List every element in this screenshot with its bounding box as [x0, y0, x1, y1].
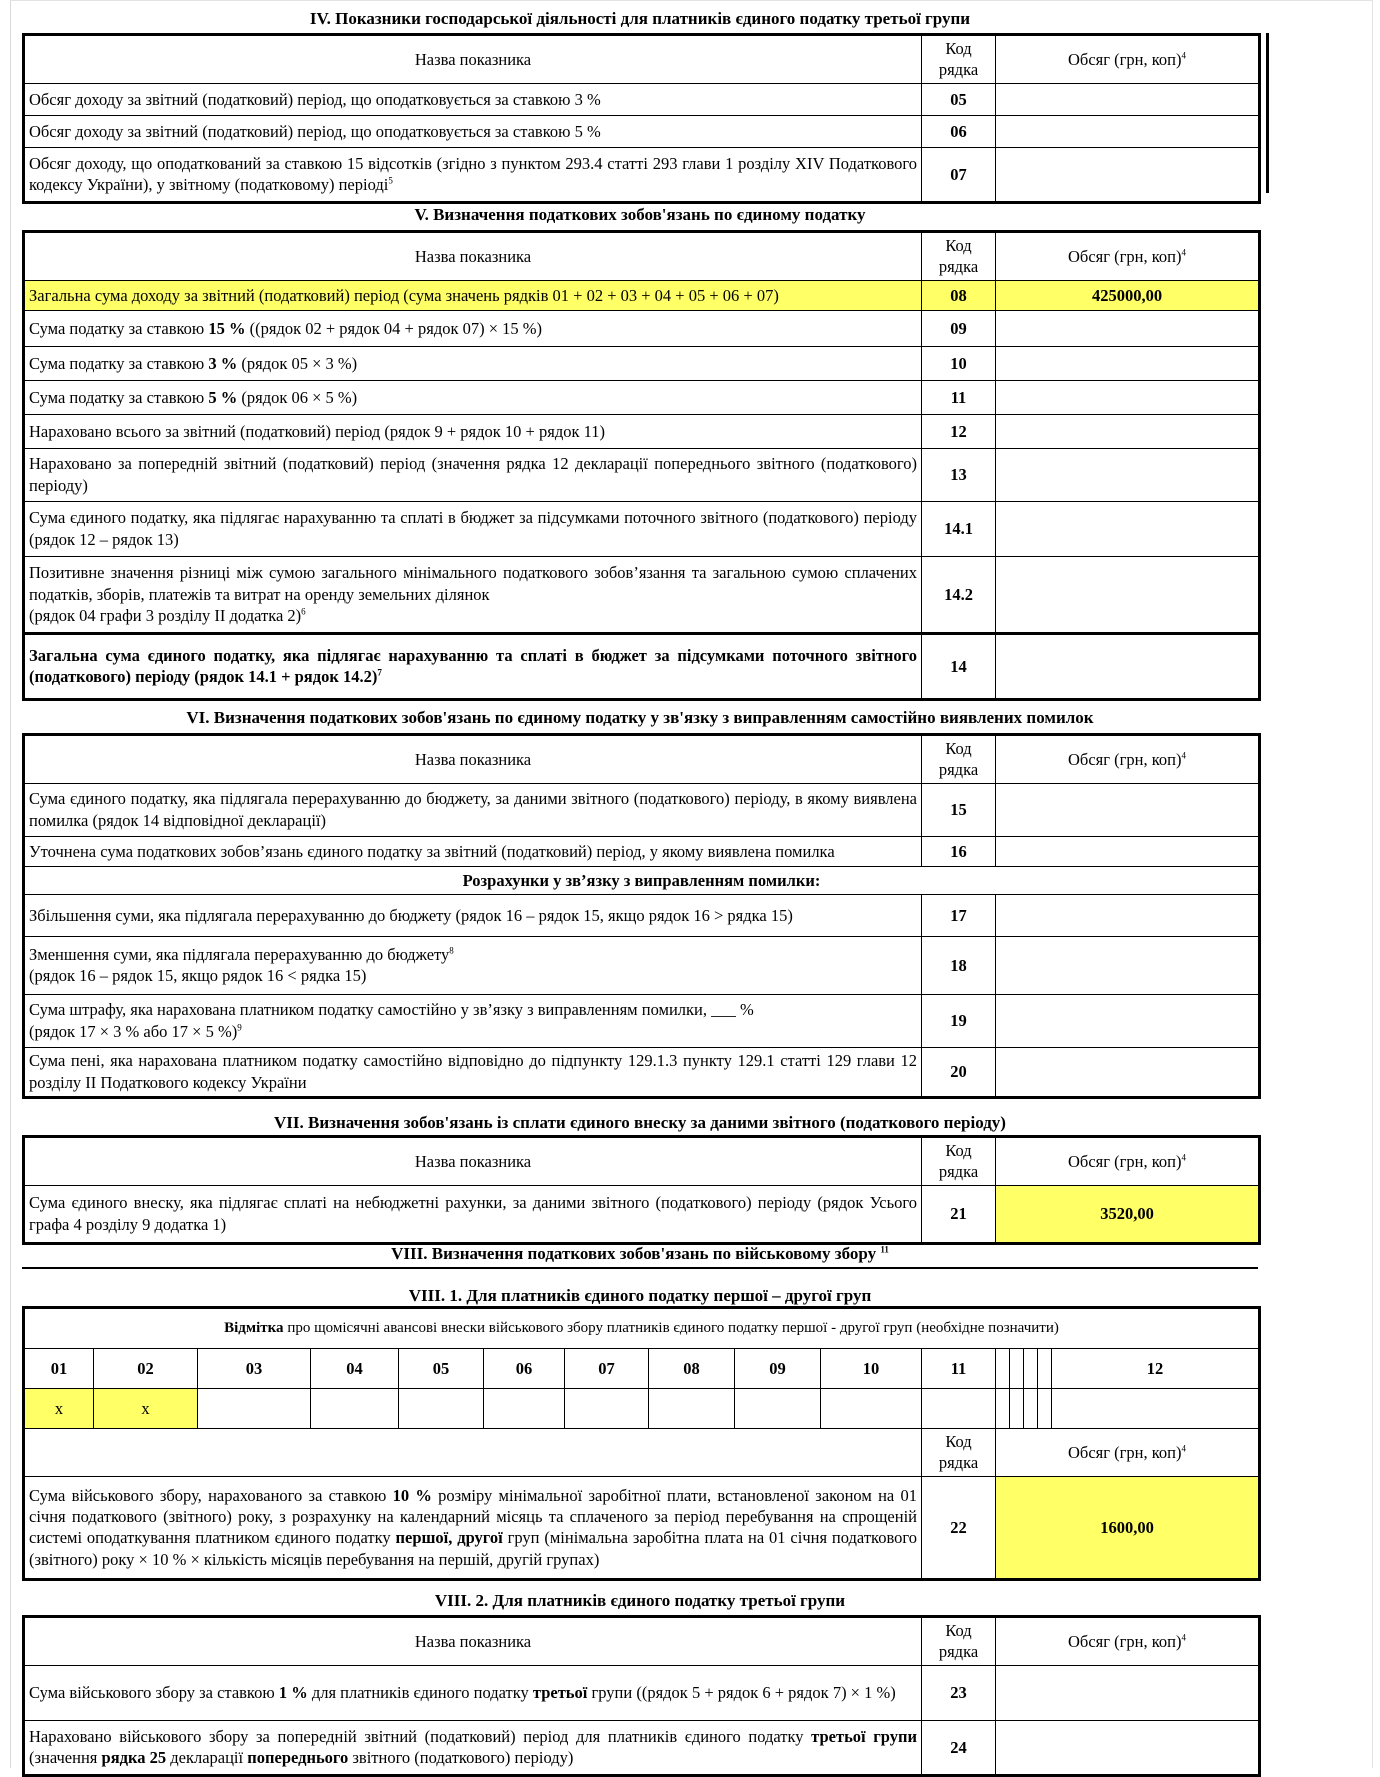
row-16-amount[interactable]	[996, 836, 1260, 866]
row-13-code: 13	[922, 448, 996, 501]
row-14-name: Загальна сума єдиного податку, яка підлягає нарахуванню та сплаті в бюджет за підсумками поточного звітного (податкового) періоду (рядок 14.1 + рядок 14.2)$^7$	[24, 633, 922, 699]
row-06-amount[interactable]	[996, 115, 1260, 147]
row-10-code: 10	[922, 346, 996, 380]
row-22-name: Сума військового збору, нарахованого за ставкою 10 % розміру мінімальної заробітної плати, встановленої законом на 01 січня податкового (звітного) року, з розрахунку на календарний місяць та сплаченого за період перебування на спрощеній системі оподаткування платником єдиного податку першої, другої груп (мінімальна заробітна плата на 01 січня податкового (звітного) року × 10 % × кількість місяців перебування на першій, другій групах)	[24, 1476, 922, 1579]
section-viii-rule	[22, 1267, 1258, 1269]
row-07-code: 07	[922, 147, 996, 202]
row-09-amount[interactable]	[996, 310, 1260, 346]
header-amount: Обсяг (грн, коп)$^4$	[996, 232, 1260, 281]
spacer-cell	[1024, 1349, 1038, 1389]
row-19-name: Сума штрафу, яка нарахована платником податку самостійно у зв’язку з виправленням помилки, ___ % (рядок 17 × 3 % або 17 × 5 %)$^9$	[24, 994, 922, 1047]
row-07-name: Обсяг доходу, що оподаткований за ставкою 15 відсотків (згідно з пунктом 293.4 статті 293 глави 1 розділу XIV Податкового кодексу України), у звітному (податковому) періоді$^5$	[24, 147, 922, 202]
header-code: Код рядка	[922, 1429, 996, 1477]
row-15-name: Сума єдиного податку, яка підлягала перерахуванню до бюджету, за даними звітного (податкового) періоду, в якому виявлена помилка (рядок 14 відповідної декларації)	[24, 783, 922, 836]
section-vii-table	[22, 1135, 1261, 1245]
header-code: Код рядка	[922, 735, 996, 784]
row-24-name: Нараховано військового збору за попередній звітний (податковий) період для платників єдиного податку третьої групи (значення рядка 25 декларації попереднього звітного (податкового) періоду)	[24, 1720, 922, 1775]
row-21-code: 21	[922, 1185, 996, 1243]
month-11: 11	[922, 1349, 996, 1389]
month-12: 12	[1052, 1349, 1260, 1389]
row-08-name: Загальна сума доходу за звітний (податковий) період (сума значень рядків 01 + 02 + 03 + 04 + 05 + 06 + 07)	[24, 280, 922, 310]
row-23-name: Сума військового збору за ставкою 1 % для платників єдиного податку третьої групи ((рядок 5 + рядок 6 + рядок 7) × 1 %)	[24, 1665, 922, 1720]
row-11-name: Сума податку за ставкою 5 % (рядок 06 × 5 %)	[24, 380, 922, 414]
row-22-amount[interactable]: 1600,00	[996, 1476, 1260, 1579]
row-17-amount[interactable]	[996, 894, 1260, 936]
mark-12[interactable]	[1052, 1389, 1260, 1429]
blank-header-cell	[24, 1429, 922, 1477]
header-name: Назва показника	[24, 232, 922, 281]
row-20-amount[interactable]	[996, 1047, 1260, 1097]
row-19-amount[interactable]	[996, 994, 1260, 1047]
spacer-cell	[1010, 1389, 1024, 1429]
row-14-code: 14	[922, 633, 996, 699]
month-06: 06	[484, 1349, 565, 1389]
spacer-cell	[1038, 1349, 1052, 1389]
row-17-name: Збільшення суми, яка підлягала перерахуванню до бюджету (рядок 16 – рядок 15, якщо рядок 16 > рядка 15)	[24, 894, 922, 936]
row-24-amount[interactable]	[996, 1720, 1260, 1775]
month-10: 10	[821, 1349, 922, 1389]
header-name: Назва показника	[24, 1617, 922, 1666]
month-09: 09	[735, 1349, 821, 1389]
row-08-amount[interactable]: 425000,00	[996, 280, 1260, 310]
header-amount: Обсяг (грн, коп)$^4$	[996, 35, 1260, 84]
military-levy-marks-table	[22, 1306, 1261, 1581]
row-16-name: Уточнена сума податкових зобов’язань єдиного податку за звітний (податковий) період, у якому виявлена помилка	[24, 836, 922, 866]
header-amount: Обсяг (грн, коп)$^4$	[996, 735, 1260, 784]
row-06-code: 06	[922, 115, 996, 147]
row-23-amount[interactable]	[996, 1665, 1260, 1720]
row-05-amount[interactable]	[996, 83, 1260, 115]
section-iv-table	[22, 33, 1261, 204]
row-13-amount[interactable]	[996, 448, 1260, 501]
spacer-cell	[1024, 1389, 1038, 1429]
mark-09[interactable]	[735, 1389, 821, 1429]
row-16-code: 16	[922, 836, 996, 866]
spacer-cell	[1038, 1389, 1052, 1429]
month-08: 08	[649, 1349, 735, 1389]
months-row	[24, 1349, 1260, 1389]
month-04: 04	[311, 1349, 399, 1389]
month-07: 07	[565, 1349, 649, 1389]
row-14-2-amount[interactable]	[996, 556, 1260, 633]
marks-caption: Відмітка про щомісячні авансові внески військового збору платників єдиного податку першої - другої груп (необхідне позначити)	[24, 1308, 1260, 1349]
page-edge-right	[1372, 0, 1373, 1768]
header-code: Код рядка	[922, 1137, 996, 1186]
mark-07[interactable]	[565, 1389, 649, 1429]
correction-subheader: Розрахунки у зв’язку з виправленням помилки:	[24, 866, 1260, 894]
row-09-name: Сума податку за ставкою 15 % ((рядок 02 + рядок 04 + рядок 07) × 15 %)	[24, 310, 922, 346]
row-09-code: 09	[922, 310, 996, 346]
spacer-cell	[1010, 1349, 1024, 1389]
row-12-amount[interactable]	[996, 414, 1260, 448]
section-viii-2-title: VIII. 2. Для платників єдиного податку третьої групи	[434, 1591, 846, 1610]
row-18-name: Зменшення суми, яка підлягала перерахуванню до бюджету$^8$ (рядок 16 – рядок 15, якщо рядок 16 < рядка 15)	[24, 936, 922, 994]
mark-05[interactable]	[399, 1389, 484, 1429]
row-14-2-name: Позитивне значення різниці між сумою загального мінімального податкового зобов’язання та загальною сумою сплачених податків, зборів, платежів та витрат на оренду земельних ділянок (рядок 04 графи 3 розділу II додатка 2)$^6$	[24, 556, 922, 633]
header-amount: Обсяг (грн, коп)$^4$	[996, 1137, 1260, 1186]
mark-04[interactable]	[311, 1389, 399, 1429]
mark-11[interactable]	[922, 1389, 996, 1429]
row-24-code: 24	[922, 1720, 996, 1775]
row-22-code: 22	[922, 1476, 996, 1579]
row-14-2-code: 14.2	[922, 556, 996, 633]
section-viii-title: VIII. Визначення податкових зобов'язань по військовому збору $^{11}$	[391, 1244, 889, 1263]
row-13-name: Нараховано за попередній звітний (податковий) період (значення рядка 12 декларації попереднього звітного (податкового) періоду)	[24, 448, 922, 501]
month-02: 02	[94, 1349, 198, 1389]
row-10-name: Сума податку за ставкою 3 % (рядок 05 × 3 %)	[24, 346, 922, 380]
section-vii-title: VII. Визначення зобов'язань із сплати єдиного внеску за даними звітного (податкового періоду)	[274, 1113, 1006, 1132]
row-19-code: 19	[922, 994, 996, 1047]
row-08-code: 08	[922, 280, 996, 310]
row-21-amount[interactable]: 3520,00	[996, 1185, 1260, 1243]
row-14-1-code: 14.1	[922, 501, 996, 556]
row-05-name: Обсяг доходу за звітний (податковий) період, що оподатковується за ставкою 3 %	[24, 83, 922, 115]
section-v-title: V. Визначення податкових зобов'язань по єдиному податку	[414, 205, 866, 224]
section-iv-title: IV. Показники господарської діяльності для платників єдиного податку третьої групи	[309, 9, 971, 28]
month-03: 03	[198, 1349, 311, 1389]
header-amount: Обсяг (грн, коп)$^4$	[996, 1429, 1260, 1477]
page-edge-top	[10, 0, 1372, 1]
row-18-amount[interactable]	[996, 936, 1260, 994]
section-iv-outer-border	[1266, 33, 1269, 193]
header-name: Назва показника	[24, 1137, 922, 1186]
header-code: Код рядка	[922, 232, 996, 281]
header-code: Код рядка	[922, 1617, 996, 1666]
row-11-amount[interactable]	[996, 380, 1260, 414]
header-amount: Обсяг (грн, коп)$^4$	[996, 1617, 1260, 1666]
section-vi-table	[22, 733, 1261, 1099]
mark-08[interactable]	[649, 1389, 735, 1429]
spacer-cell	[996, 1389, 1010, 1429]
section-viii-1-title: VIII. 1. Для платників єдиного податку першої – другої груп	[408, 1286, 872, 1305]
row-18-code: 18	[922, 936, 996, 994]
row-12-name: Нараховано всього за звітний (податковий) період (рядок 9 + рядок 10 + рядок 11)	[24, 414, 922, 448]
row-15-code: 15	[922, 783, 996, 836]
row-20-code: 20	[922, 1047, 996, 1097]
mark-02[interactable]: x	[94, 1389, 198, 1429]
section-v-table	[22, 230, 1261, 701]
row-10-amount[interactable]	[996, 346, 1260, 380]
section-vi-title: VI. Визначення податкових зобов'язань по єдиному податку у зв'язку з виправленням самостійно виявлених помилок	[186, 708, 1094, 727]
month-01: 01	[24, 1349, 94, 1389]
header-name: Назва показника	[24, 735, 922, 784]
row-11-code: 11	[922, 380, 996, 414]
marks-row	[24, 1389, 1260, 1429]
header-code: Код рядка	[922, 35, 996, 84]
row-14-1-name: Сума єдиного податку, яка підлягає нарахуванню та сплаті в бюджет за підсумками поточного звітного (податкового) періоду (рядок 12 – рядок 13)	[24, 501, 922, 556]
header-name: Назва показника	[24, 35, 922, 84]
row-21-name: Сума єдиного внеску, яка підлягає сплаті на небюджетні рахунки, за даними звітного (податкового) періоду (рядок Усього графа 4 розділу 9 додатка 1)	[24, 1185, 922, 1243]
row-14-1-amount[interactable]	[996, 501, 1260, 556]
row-07-amount[interactable]	[996, 147, 1260, 202]
spacer-cell	[996, 1349, 1010, 1389]
mark-06[interactable]	[484, 1389, 565, 1429]
row-15-amount[interactable]	[996, 783, 1260, 836]
row-05-code: 05	[922, 83, 996, 115]
row-20-name: Сума пені, яка нарахована платником податку самостійно відповідно до підпункту 129.1.3 пункту 129.1 статті 129 глави 12 розділу II Податкового кодексу України	[24, 1047, 922, 1097]
month-05: 05	[399, 1349, 484, 1389]
row-12-code: 12	[922, 414, 996, 448]
row-23-code: 23	[922, 1665, 996, 1720]
page-edge-left	[10, 0, 11, 1768]
row-17-code: 17	[922, 894, 996, 936]
mark-03[interactable]	[198, 1389, 311, 1429]
section-viii-2-table	[22, 1615, 1261, 1777]
row-14-amount[interactable]	[996, 633, 1260, 699]
mark-10[interactable]	[821, 1389, 922, 1429]
row-06-name: Обсяг доходу за звітний (податковий) період, що оподатковується за ставкою 5 %	[24, 115, 922, 147]
mark-01[interactable]: x	[24, 1389, 94, 1429]
